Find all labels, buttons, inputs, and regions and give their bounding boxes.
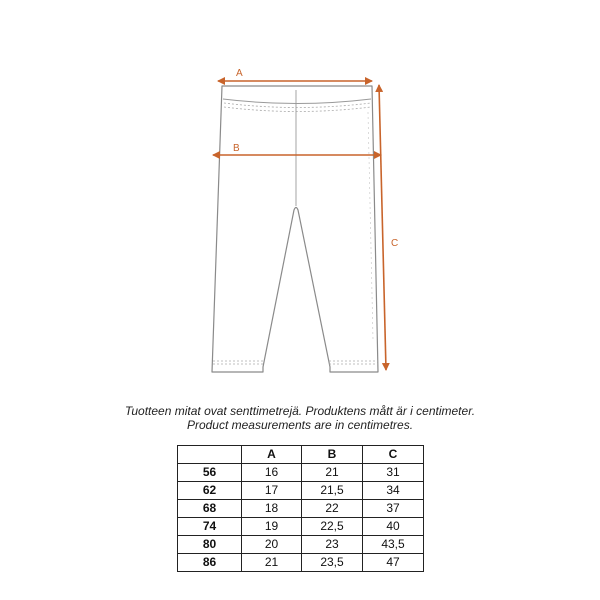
table-row	[178, 482, 424, 500]
caption-line-2: Product measurements are in centimetres.	[186, 418, 414, 432]
dimension-c-label: C	[391, 238, 399, 249]
value-a: 19	[242, 518, 302, 536]
waistband-seam	[223, 99, 371, 104]
measurement-caption	[0, 404, 600, 432]
table-row	[178, 536, 424, 554]
table-row	[178, 518, 424, 536]
dimension-b-label: B	[233, 143, 240, 154]
size-cell: 86	[178, 554, 242, 572]
size-cell: 56	[178, 464, 242, 482]
dimension-c-arrow	[379, 85, 386, 370]
value-c: 47	[363, 554, 424, 572]
table-header-row	[178, 446, 424, 464]
value-c: 31	[363, 464, 424, 482]
pants-outline	[212, 86, 378, 372]
value-b: 22	[302, 500, 363, 518]
header-a: A	[242, 446, 302, 464]
value-c: 40	[363, 518, 424, 536]
value-c: 34	[363, 482, 424, 500]
table-row	[178, 554, 424, 572]
header-size	[178, 446, 242, 464]
value-a: 18	[242, 500, 302, 518]
value-b: 23	[302, 536, 363, 554]
value-b: 22,5	[302, 518, 363, 536]
dimension-a-label: A	[236, 68, 243, 79]
size-cell: 68	[178, 500, 242, 518]
size-cell: 62	[178, 482, 242, 500]
value-a: 20	[242, 536, 302, 554]
value-a: 17	[242, 482, 302, 500]
caption-line-1: Tuotteen mitat ovat senttimetrejä. Produktens mått är i centimeter.	[124, 404, 476, 418]
size-cell: 80	[178, 536, 242, 554]
value-b: 23,5	[302, 554, 363, 572]
value-c: 43,5	[363, 536, 424, 554]
table-row	[178, 464, 424, 482]
size-cell: 74	[178, 518, 242, 536]
value-c: 37	[363, 500, 424, 518]
side-stitch-right	[368, 112, 373, 340]
value-b: 21,5	[302, 482, 363, 500]
table-row	[178, 500, 424, 518]
value-a: 21	[242, 554, 302, 572]
value-b: 21	[302, 464, 363, 482]
value-a: 16	[242, 464, 302, 482]
header-c: C	[363, 446, 424, 464]
size-table	[177, 445, 424, 572]
header-b: B	[302, 446, 363, 464]
